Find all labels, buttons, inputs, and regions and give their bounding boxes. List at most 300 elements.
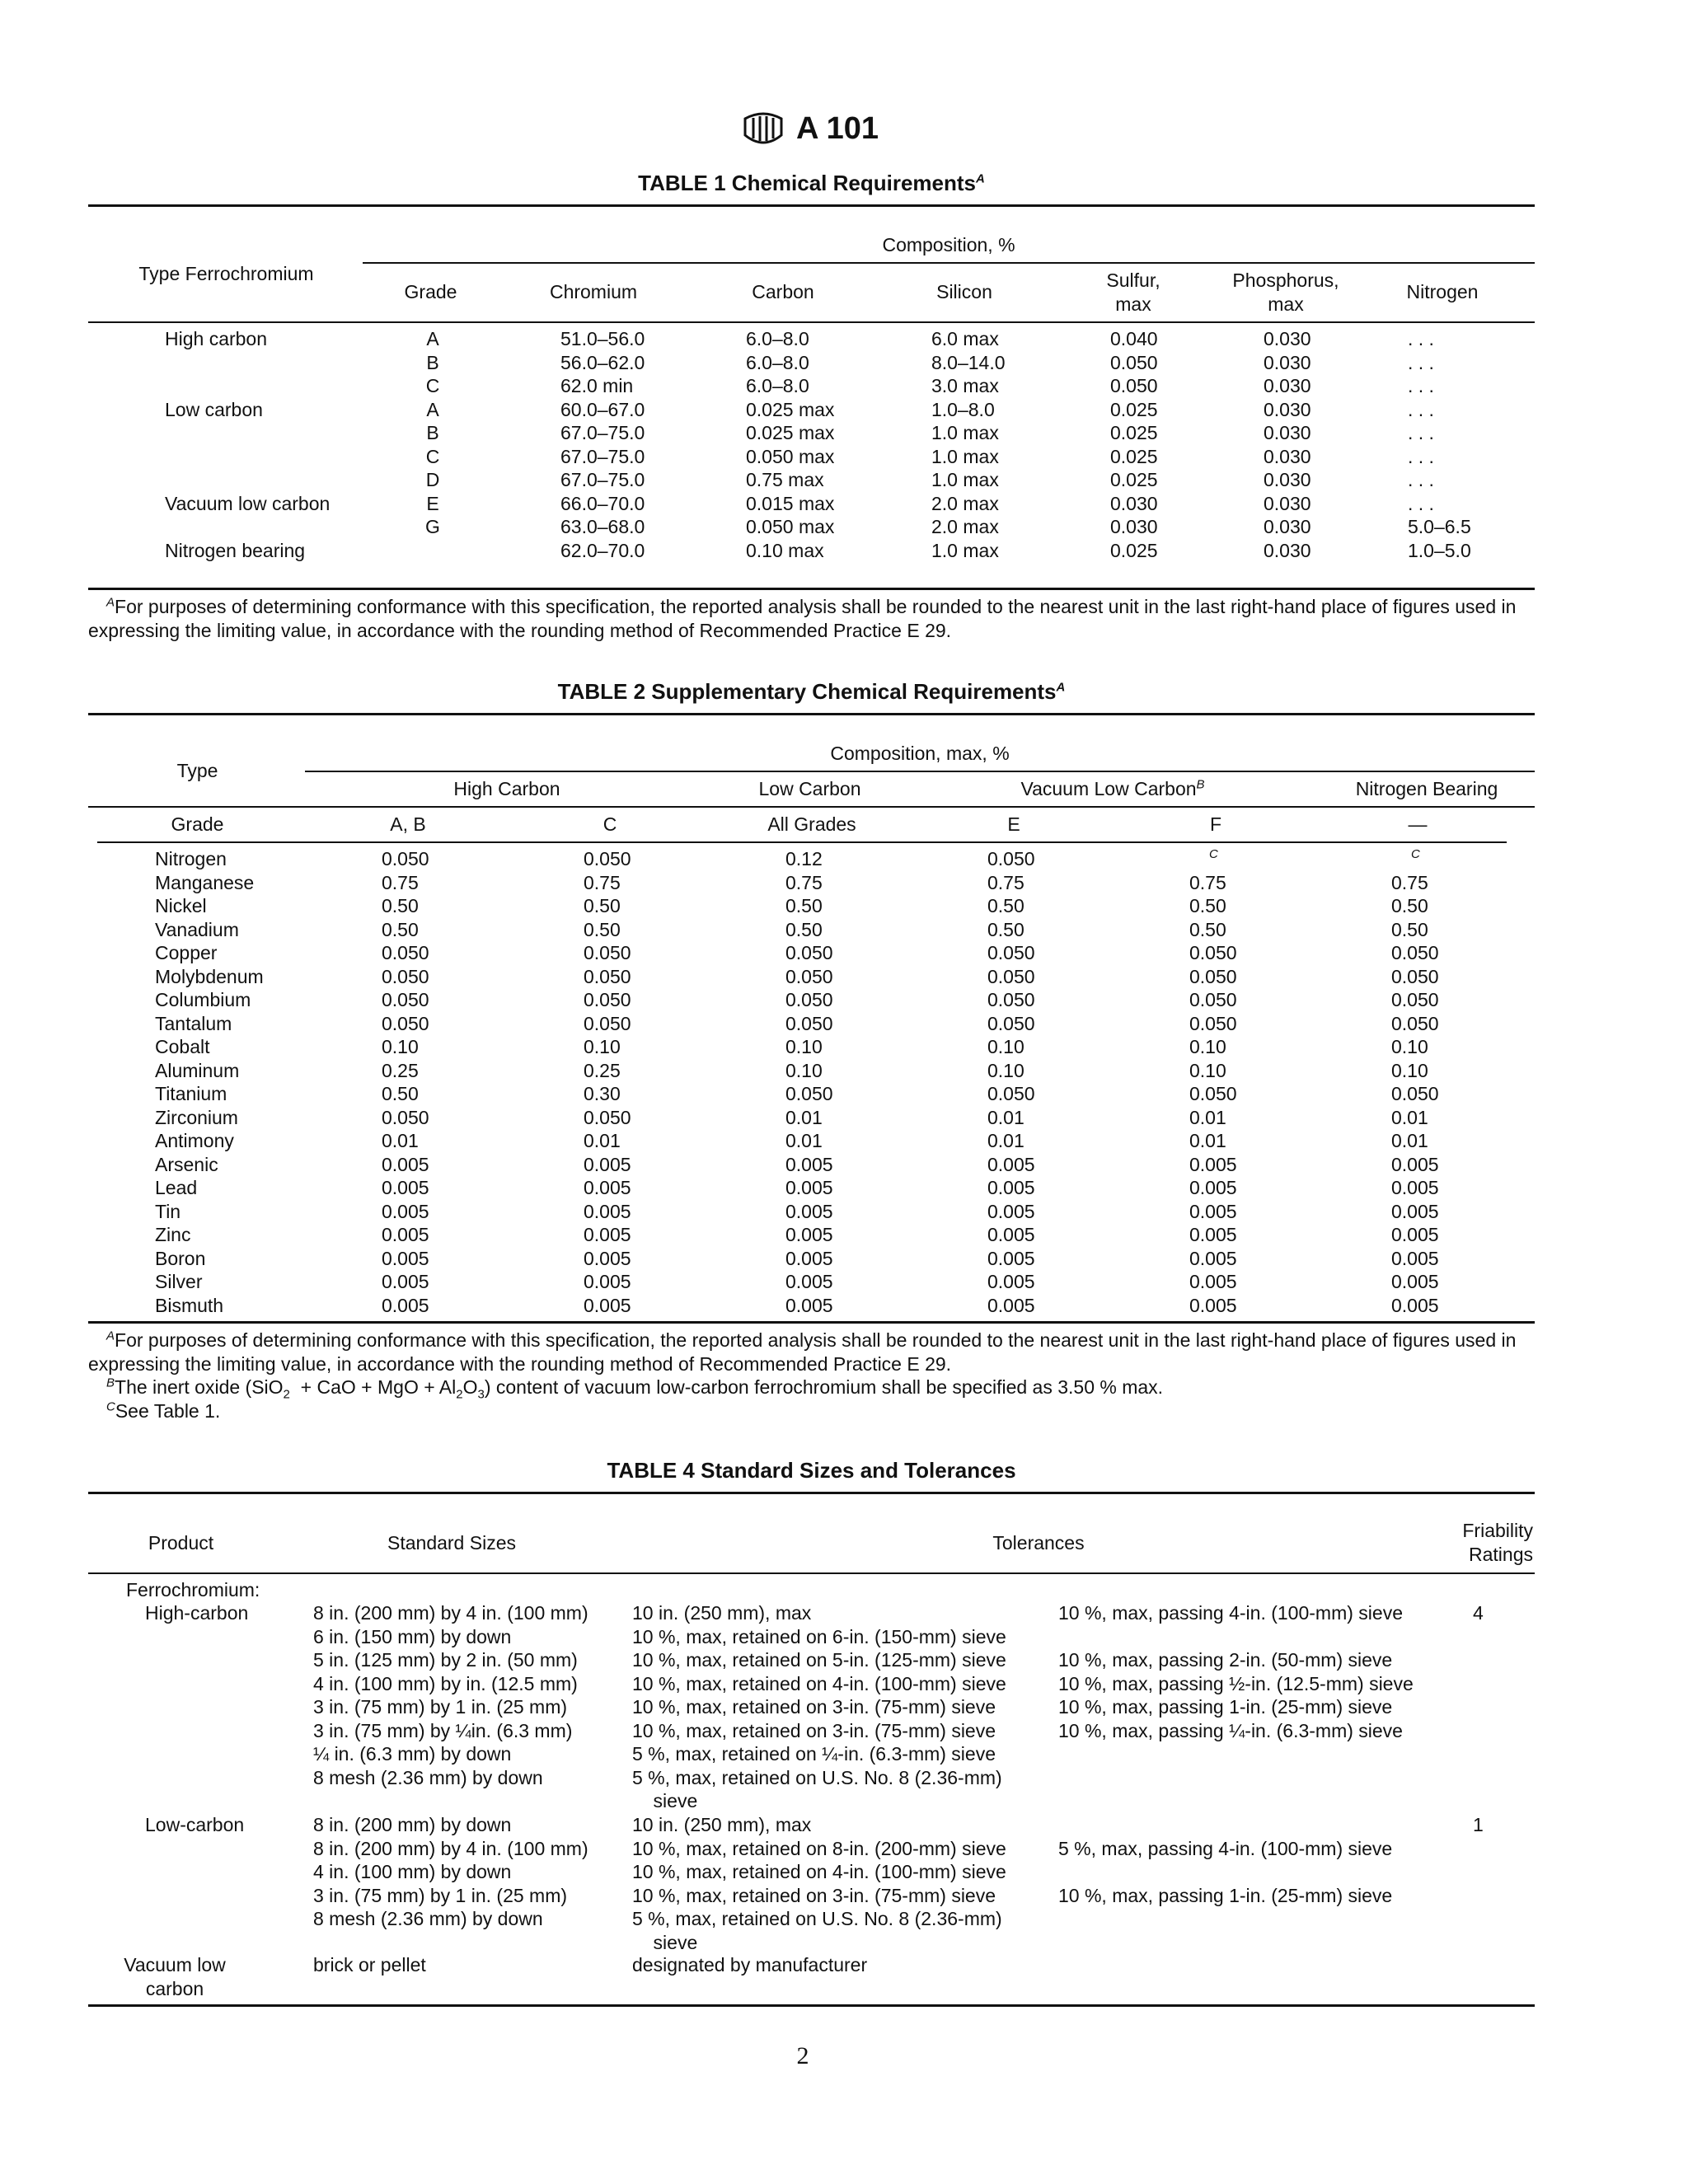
- cell: A: [426, 328, 439, 349]
- cell: 0.01: [1189, 1130, 1226, 1151]
- cell: 4 in. (100 mm) by down: [313, 1861, 512, 1882]
- cell: 10 %, max, retained on 5-in. (125-mm) sieve: [632, 1649, 1006, 1671]
- cell: 0.030: [1264, 516, 1311, 537]
- cell: 10 %, max, passing 1-in. (25-mm) sieve: [1058, 1884, 1393, 1906]
- cell: 1.0 max: [931, 539, 999, 561]
- table2-nitrogen-bearing-header: Nitrogen Bearing: [1355, 778, 1498, 799]
- cell: 67.0–75.0: [560, 445, 645, 467]
- cell: 56.0–62.0: [560, 351, 645, 373]
- cell: 51.0–56.0: [560, 328, 645, 349]
- cell: 0.030: [1264, 492, 1311, 514]
- cell: D: [425, 469, 440, 490]
- table2-footnote-b: $^B$The inert oxide (SiO$_2$ + CaO + MgO + $Al_2O_3$) content of vacuum low-carbon ferrochromium shall be specified as 3.50 % max.: [106, 1376, 1164, 1402]
- cell: 0.030: [1264, 469, 1311, 490]
- cell: 2.0 max: [931, 516, 999, 537]
- cell: [165, 351, 330, 375]
- table4-friability-header: Friability Ratings: [1462, 1520, 1533, 1565]
- cell: 0.050: [584, 1106, 631, 1128]
- cell: 0.01: [785, 1130, 823, 1151]
- cell: 5 %, max, retained on U.S. No. 8 (2.36-mm): [632, 1908, 1002, 1929]
- table2-grade-dash: —: [1408, 813, 1428, 835]
- table2-grade-f: F: [1209, 813, 1222, 835]
- cell: 0.005: [382, 1177, 429, 1198]
- cell: 0.01: [785, 1106, 823, 1128]
- table4-sizes-header: Standard Sizes: [387, 1532, 516, 1554]
- cell: 8 mesh (2.36 mm) by down: [313, 1908, 543, 1929]
- table4-low-rating: 1: [1473, 1814, 1484, 1835]
- cell: Nickel: [155, 895, 207, 916]
- cell: 0.005: [1189, 1247, 1237, 1269]
- cell: [1058, 1931, 1392, 1955]
- table1-chromium-column: [560, 327, 645, 562]
- cell: Bismuth: [155, 1294, 224, 1316]
- cell: 0.005: [785, 1294, 833, 1316]
- cell: 10 %, max, passing ¼-in. (6.3-mm) sieve: [1058, 1719, 1403, 1741]
- table1-nitrogen-column: [1408, 327, 1471, 562]
- table2-high-carbon-header: High Carbon: [453, 778, 560, 799]
- table2-grade-c: C: [603, 813, 617, 835]
- cell: 0.75: [382, 871, 419, 893]
- cell: 0.050: [785, 942, 833, 963]
- cell: 0.050: [987, 848, 1035, 869]
- cell: 0.025: [1110, 398, 1158, 420]
- table4-tolerances-header: Tolerances: [992, 1532, 1085, 1554]
- cell: 0.25: [584, 1059, 621, 1081]
- cell: 0.005: [785, 1224, 833, 1245]
- cell: 0.005: [785, 1247, 833, 1269]
- cell: 0.005: [987, 1247, 1035, 1269]
- table2-bottom-rule: [88, 1321, 1535, 1324]
- cell: 0.050: [987, 942, 1035, 963]
- table4-top-rule: [88, 1492, 1535, 1494]
- table1-carbon-header: Carbon: [752, 281, 814, 302]
- cell: 0.025 max: [746, 422, 835, 443]
- cell: 0.75: [1189, 871, 1226, 893]
- cell: 1.0 max: [931, 469, 999, 490]
- cell: 0.050: [785, 965, 833, 987]
- table4-vacuum-tolerance: designated by manufacturer: [632, 1954, 868, 1975]
- cell: [165, 445, 330, 469]
- table4-low-carbon-label: Low-carbon: [145, 1814, 245, 1835]
- cell: 0.050: [1391, 989, 1439, 1010]
- cell: 0.12: [785, 848, 823, 869]
- cell: High carbon: [165, 328, 268, 349]
- cell: Tantalum: [155, 1012, 232, 1034]
- cell: 0.50: [987, 918, 1025, 940]
- cell: 0.01: [1391, 1130, 1428, 1151]
- cell: Cobalt: [155, 1036, 210, 1057]
- table1-chromium-header: Chromium: [549, 281, 638, 302]
- cell: 8 in. (200 mm) by down: [313, 1814, 512, 1835]
- cell: 10 %, max, retained on 3-in. (75-mm) sieve: [632, 1719, 996, 1741]
- cell: [165, 515, 330, 539]
- table1-silicon-column: [931, 327, 1006, 562]
- cell: 3 in. (75 mm) by 1 in. (25 mm): [313, 1696, 568, 1718]
- cell: 0.50: [1391, 918, 1428, 940]
- cell: 0.050: [785, 989, 833, 1010]
- cell: 62.0–70.0: [560, 539, 645, 561]
- table4-vacuum-size: brick or pellet: [313, 1954, 426, 1975]
- table2-header-rule: [97, 841, 1507, 843]
- cell: 0.030: [1264, 539, 1311, 561]
- cell: Silver: [155, 1271, 203, 1292]
- cell: 0.050: [1391, 1012, 1439, 1034]
- cell: 0.10: [584, 1036, 621, 1057]
- table4-low-sizes-column: [313, 1813, 588, 1954]
- cell: 4 in. (100 mm) by in. (12.5 mm): [313, 1672, 578, 1694]
- cell: [313, 1789, 588, 1813]
- cell: 0.050: [1189, 942, 1237, 963]
- cell: 0.50: [1391, 895, 1428, 916]
- table2-title: TABLE 2 Supplementary Chemical Requirements$^A$: [557, 679, 1066, 704]
- cell: 0.050: [382, 989, 429, 1010]
- table1-header-rule: [88, 321, 1535, 323]
- cell: 0.050: [382, 1106, 429, 1128]
- cell: 0.050: [382, 965, 429, 987]
- cell: Arsenic: [155, 1153, 218, 1175]
- cell: A: [426, 398, 439, 420]
- cell: 0.005: [987, 1224, 1035, 1245]
- cell: 6.0–8.0: [746, 375, 809, 396]
- cell: 0.025: [1110, 422, 1158, 443]
- cell: 10 %, max, passing 4-in. (100-mm) sieve: [1058, 1602, 1403, 1624]
- cell: 0.50: [1189, 895, 1226, 916]
- cell: 0.10: [785, 1036, 823, 1057]
- cell: Vanadium: [155, 918, 239, 940]
- table1-nitrogen-header: Nitrogen: [1406, 281, 1479, 302]
- cell: ¼ in. (6.3 mm) by down: [313, 1743, 512, 1765]
- cell: 0.015 max: [746, 492, 835, 514]
- table4-low-passing-column: [1058, 1813, 1392, 1954]
- table4-bottom-rule: [88, 2004, 1535, 2007]
- table2-type-header: Type: [176, 760, 218, 781]
- cell: 0.050: [1391, 965, 1439, 987]
- cell: Molybdenum: [155, 965, 264, 987]
- cell: Aluminum: [155, 1059, 240, 1081]
- cell: 0.005: [1391, 1200, 1439, 1222]
- cell: C: [425, 445, 440, 467]
- cell: 0.030: [1264, 422, 1311, 443]
- cell: Copper: [155, 942, 218, 963]
- cell: 0.005: [785, 1200, 833, 1222]
- cell: 10 in. (250 mm), max: [632, 1814, 812, 1835]
- cell: 10 %, max, retained on 6-in. (150-mm) sieve: [632, 1625, 1006, 1647]
- cell: Zirconium: [155, 1106, 238, 1128]
- cell: B: [426, 422, 439, 443]
- table1-phosphorus-column: [1264, 327, 1311, 562]
- cell: E: [426, 492, 439, 514]
- cell: . . .: [1408, 469, 1434, 490]
- cell: . . .: [1408, 422, 1434, 443]
- cell: 0.005: [382, 1200, 429, 1222]
- cell: 63.0–68.0: [560, 516, 645, 537]
- cell: Zinc: [155, 1224, 191, 1245]
- cell: 0.005: [1391, 1247, 1439, 1269]
- cell: 8 mesh (2.36 mm) by down: [313, 1766, 543, 1788]
- table1-footnote: $^A$For purposes of determining conformance with this specification, the reported analysis shall be rounded to the nearest unit in the last right-hand place of figures used in expressing the limiting value, in accordance with the rounding method of Recommended Practice E 29.: [88, 595, 1517, 641]
- cell: Nitrogen: [155, 848, 227, 869]
- cell: 0.50: [584, 918, 621, 940]
- cell: Titanium: [155, 1083, 227, 1104]
- cell: 3 in. (75 mm) by 1 in. (25 mm): [313, 1884, 568, 1906]
- cell: 0.050: [584, 965, 631, 987]
- cell: 0.10: [382, 1036, 419, 1057]
- cell: 0.050: [1391, 942, 1439, 963]
- cell: 10 %, max, passing ½-in. (12.5-mm) sieve: [1058, 1672, 1414, 1694]
- cell: 0.050: [584, 989, 631, 1010]
- cell: . . .: [1408, 445, 1434, 467]
- cell: 67.0–75.0: [560, 469, 645, 490]
- cell: 0.005: [987, 1153, 1035, 1175]
- cell: sieve: [632, 1790, 698, 1811]
- cell: 0.050: [1189, 1083, 1237, 1104]
- table4-header-rule: [88, 1572, 1535, 1574]
- cell: sieve: [632, 1931, 698, 1953]
- cell: 0.005: [987, 1271, 1035, 1292]
- table2-grade-header: Grade: [171, 813, 224, 835]
- cell: Nitrogen bearing: [165, 539, 306, 561]
- cell: [404, 539, 462, 563]
- cell: 0.10: [1189, 1036, 1226, 1057]
- cell: 0.50: [382, 895, 419, 916]
- cell: 10 %, max, retained on 4-in. (100-mm) sieve: [632, 1672, 1006, 1694]
- cell: Antimony: [155, 1130, 234, 1151]
- cell: 0.005: [382, 1294, 429, 1316]
- table2-all-grades-column: [785, 847, 833, 1317]
- cell: 6.0–8.0: [746, 328, 809, 349]
- cell: 0.005: [785, 1153, 833, 1175]
- cell: 0.005: [1189, 1177, 1237, 1198]
- cell: 0.005: [1189, 1224, 1237, 1245]
- cell: 10 %, max, passing 1-in. (25-mm) sieve: [1058, 1696, 1393, 1718]
- cell: 0.005: [584, 1224, 631, 1245]
- cell: 0.75: [785, 871, 823, 893]
- table4-title: TABLE 4 Standard Sizes and Tolerances: [607, 1458, 1016, 1483]
- cell: 0.10: [987, 1059, 1025, 1081]
- cell: 0.005: [987, 1294, 1035, 1316]
- page-number: 2: [796, 2042, 809, 2069]
- cell: 0.050: [987, 965, 1035, 987]
- cell: C: [1411, 847, 1420, 861]
- cell: 0.005: [382, 1224, 429, 1245]
- cell: [1058, 1789, 1414, 1813]
- cell: 0.005: [1391, 1294, 1439, 1316]
- cell: 0.25: [382, 1059, 419, 1081]
- table2-footnote-c: $^C$See Table 1.: [106, 1399, 221, 1422]
- cell: 0.050: [785, 1012, 833, 1034]
- cell: [165, 374, 330, 398]
- cell: [1058, 1813, 1392, 1837]
- cell: 0.050: [584, 942, 631, 963]
- cell: 8 in. (200 mm) by 4 in. (100 mm): [313, 1837, 588, 1859]
- cell: 10 %, max, retained on 4-in. (100-mm) sieve: [632, 1861, 1006, 1882]
- cell: 0.050: [1189, 965, 1237, 987]
- cell: 0.050: [1189, 989, 1237, 1010]
- cell: 0.050 max: [746, 516, 835, 537]
- table1-top-rule: [88, 204, 1535, 207]
- table4-high-tolerance-column: [632, 1601, 1006, 1813]
- cell: 5.0–6.5: [1408, 516, 1471, 537]
- cell: 0.50: [1189, 918, 1226, 940]
- table2-element-column: [155, 847, 264, 1317]
- table2-c-column: [584, 847, 631, 1317]
- table2-e-column: [987, 847, 1035, 1317]
- cell: 0.30: [584, 1083, 621, 1104]
- table4-high-sizes-column: [313, 1601, 588, 1813]
- cell: 0.50: [785, 895, 823, 916]
- cell: C: [1209, 847, 1218, 861]
- cell: B: [426, 351, 439, 373]
- cell: 0.50: [987, 895, 1025, 916]
- table2-grade-ab: A, B: [390, 813, 426, 835]
- cell: Vacuum low carbon: [165, 492, 331, 514]
- cell: 0.030: [1264, 351, 1311, 373]
- cell: 10 %, max, retained on 3-in. (75-mm) sieve: [632, 1696, 996, 1718]
- cell: 0.005: [584, 1153, 631, 1175]
- cell: 0.050: [382, 942, 429, 963]
- table2-top-rule: [88, 713, 1535, 715]
- cell: 0.050: [1189, 1012, 1237, 1034]
- cell: G: [425, 516, 440, 537]
- cell: . . .: [1408, 492, 1434, 514]
- cell: 0.030: [1264, 328, 1311, 349]
- cell: 3 in. (75 mm) by ¼in. (6.3 mm): [313, 1719, 573, 1741]
- cell: 0.005: [1189, 1271, 1237, 1292]
- cell: 5 %, max, retained on U.S. No. 8 (2.36-mm): [632, 1766, 1002, 1788]
- cell: 0.030: [1110, 516, 1158, 537]
- cell: 0.050: [987, 989, 1035, 1010]
- cell: 0.75: [987, 871, 1025, 893]
- table2-ab-column: [382, 847, 429, 1317]
- astm-logo-icon: [740, 110, 786, 154]
- cell: [1058, 1742, 1414, 1766]
- cell: 3.0 max: [931, 375, 999, 396]
- cell: 0.75: [584, 871, 621, 893]
- cell: 0.025 max: [746, 398, 835, 420]
- table1-type-column: [165, 327, 330, 562]
- table4-high-passing-column: [1058, 1601, 1414, 1813]
- cell: 0.50: [382, 1083, 419, 1104]
- cell: [165, 421, 330, 445]
- table2-group-rule: [88, 806, 1535, 808]
- cell: 6.0 max: [931, 328, 999, 349]
- cell: 8.0–14.0: [931, 351, 1006, 373]
- cell: 0.10: [1391, 1036, 1428, 1057]
- cell: . . .: [1408, 328, 1434, 349]
- cell: 2.0 max: [931, 492, 999, 514]
- cell: 6.0–8.0: [746, 351, 809, 373]
- cell: 0.005: [785, 1177, 833, 1198]
- cell: 0.025: [1110, 539, 1158, 561]
- table2-footnotes: [88, 1329, 1539, 1422]
- cell: 1.0–8.0: [931, 398, 995, 420]
- cell: 0.005: [1391, 1153, 1439, 1175]
- cell: 0.75 max: [746, 469, 824, 490]
- cell: 0.005: [1391, 1224, 1439, 1245]
- table4-ferrochromium-label: Ferrochromium:: [126, 1579, 260, 1601]
- cell: 0.050: [382, 848, 429, 869]
- cell: 0.005: [987, 1177, 1035, 1198]
- cell: 10 %, max, retained on 8-in. (200-mm) sieve: [632, 1837, 1006, 1859]
- cell: 62.0 min: [560, 375, 634, 396]
- cell: 0.025: [1110, 469, 1158, 490]
- cell: 0.005: [1391, 1177, 1439, 1198]
- table1-carbon-column: [746, 327, 834, 562]
- table2-grade-e: E: [1007, 813, 1020, 835]
- cell: 0.005: [1189, 1200, 1237, 1222]
- cell: . . .: [1408, 351, 1434, 373]
- table1-bottom-rule: [88, 588, 1535, 590]
- cell: 1.0–5.0: [1408, 539, 1471, 561]
- cell: 0.10: [1391, 1059, 1428, 1081]
- cell: 0.050: [584, 848, 631, 869]
- cell: . . .: [1408, 398, 1434, 420]
- cell: 0.005: [1189, 1294, 1237, 1316]
- cell: 0.050: [584, 1012, 631, 1034]
- cell: 0.050: [1110, 351, 1158, 373]
- table4-high-rating: 4: [1473, 1602, 1484, 1624]
- cell: 0.025: [1110, 445, 1158, 467]
- cell: Boron: [155, 1247, 206, 1269]
- cell: 0.005: [382, 1247, 429, 1269]
- table4-low-tolerance-column: [632, 1813, 1006, 1954]
- table2-composition-header: Composition, max, %: [830, 743, 1010, 764]
- cell: 5 in. (125 mm) by 2 in. (50 mm): [313, 1649, 578, 1671]
- cell: 0.01: [987, 1106, 1025, 1128]
- table2-f-column: [1189, 847, 1237, 1317]
- cell: . . .: [1408, 375, 1434, 396]
- table4-product-header: Product: [148, 1532, 214, 1554]
- cell: 0.10 max: [746, 539, 824, 561]
- cell: 0.01: [987, 1130, 1025, 1151]
- cell: Lead: [155, 1177, 198, 1198]
- cell: Columbium: [155, 989, 251, 1010]
- cell: 0.10: [785, 1059, 823, 1081]
- cell: [1058, 1860, 1392, 1884]
- cell: 10 in. (250 mm), max: [632, 1602, 812, 1624]
- table1-grade-column: [404, 327, 462, 562]
- cell: 0.005: [584, 1271, 631, 1292]
- table1-grade-header: Grade: [404, 281, 457, 302]
- cell: 0.005: [584, 1294, 631, 1316]
- cell: 0.005: [382, 1271, 429, 1292]
- cell: Manganese: [155, 871, 255, 893]
- cell: 0.005: [1391, 1271, 1439, 1292]
- table1-sulfur-column: [1110, 327, 1158, 562]
- table2-low-carbon-header: Low Carbon: [758, 778, 861, 799]
- cell: 0.040: [1110, 328, 1158, 349]
- cell: 0.005: [382, 1153, 429, 1175]
- cell: 0.050: [382, 1012, 429, 1034]
- cell: 1.0 max: [931, 445, 999, 467]
- cell: 5 %, max, retained on ¼-in. (6.3-mm) sieve: [632, 1743, 996, 1765]
- cell: 10 %, max, passing 2-in. (50-mm) sieve: [1058, 1649, 1393, 1671]
- cell: 0.030: [1264, 375, 1311, 396]
- table4-high-carbon-label: High-carbon: [145, 1602, 249, 1624]
- table2-nitrogen-bearing-column: [1391, 847, 1439, 1317]
- cell: 0.005: [785, 1271, 833, 1292]
- cell: 10 %, max, retained on 3-in. (75-mm) sieve: [632, 1884, 996, 1906]
- cell: 0.050: [1110, 375, 1158, 396]
- cell: 0.10: [987, 1036, 1025, 1057]
- table2-vacuum-header: Vacuum Low Carbon$^B$: [1020, 777, 1205, 799]
- cell: 0.030: [1264, 445, 1311, 467]
- cell: 0.030: [1110, 492, 1158, 514]
- cell: 0.75: [1391, 871, 1428, 893]
- cell: 60.0–67.0: [560, 398, 645, 420]
- cell: 0.50: [584, 895, 621, 916]
- table4-vacuum-label: Vacuum low carbon: [124, 1954, 226, 1999]
